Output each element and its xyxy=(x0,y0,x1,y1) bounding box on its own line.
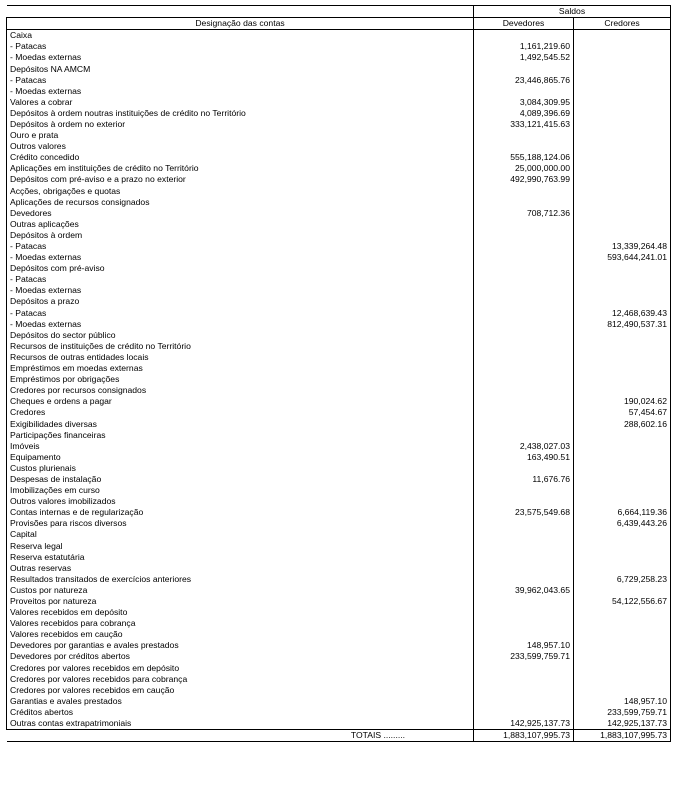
table-row xyxy=(7,474,671,485)
credit-cell xyxy=(574,674,671,685)
account-name-cell: Provisões para riscos diversos xyxy=(7,518,474,529)
debit-cell: 708,712.36 xyxy=(474,208,574,219)
debit-cell xyxy=(474,252,574,263)
credit-cell xyxy=(574,230,671,241)
credit-cell xyxy=(574,341,671,352)
account-name-cell: Imóveis xyxy=(7,441,474,452)
credit-cell: 13,339,264.48 xyxy=(574,241,671,252)
credit-cell xyxy=(574,108,671,119)
account-name-cell: Depósitos do sector público xyxy=(7,330,474,341)
account-name-cell: Reserva legal xyxy=(7,541,474,552)
debit-cell: 11,676.76 xyxy=(474,474,574,485)
debit-cell xyxy=(474,263,574,274)
account-name-cell: Valores recebidos para cobrança xyxy=(7,618,474,629)
debit-cell xyxy=(474,663,574,674)
credit-cell xyxy=(574,563,671,574)
credit-cell xyxy=(574,186,671,197)
account-name-cell: Devedores por créditos abertos xyxy=(7,651,474,662)
account-name-cell: Aplicações de recursos consignados xyxy=(7,197,474,208)
table-row xyxy=(7,274,671,285)
debit-cell xyxy=(474,219,574,230)
credit-cell xyxy=(574,208,671,219)
account-name-cell: Despesas de instalação xyxy=(7,474,474,485)
debit-cell xyxy=(474,374,574,385)
debit-cell: 23,575,549.68 xyxy=(474,507,574,518)
credit-cell xyxy=(574,552,671,563)
debit-cell xyxy=(474,396,574,407)
debit-cell: 23,446,865.76 xyxy=(474,75,574,86)
account-name-cell: Outras contas extrapatrimoniais xyxy=(7,718,474,730)
table-row xyxy=(7,529,671,540)
debit-cell xyxy=(474,696,574,707)
debit-cell xyxy=(474,407,574,418)
table-row xyxy=(7,618,671,629)
credit-cell xyxy=(574,607,671,618)
table-row xyxy=(7,430,671,441)
credit-cell xyxy=(574,663,671,674)
debit-cell xyxy=(474,496,574,507)
table-row xyxy=(7,352,671,363)
debit-cell xyxy=(474,430,574,441)
account-name-cell: Caixa xyxy=(7,30,474,42)
totals-label: TOTAIS ......... xyxy=(7,730,474,742)
account-name-cell: Custos plurienais xyxy=(7,463,474,474)
table-row xyxy=(7,219,671,230)
credit-cell xyxy=(574,363,671,374)
debit-cell xyxy=(474,130,574,141)
credit-cell xyxy=(574,86,671,97)
table-row xyxy=(7,296,671,307)
credit-cell xyxy=(574,152,671,163)
table-row xyxy=(7,663,671,674)
debit-cell xyxy=(474,63,574,74)
table-row xyxy=(7,186,671,197)
table-row xyxy=(7,252,671,263)
account-name-cell: Equipamento xyxy=(7,452,474,463)
account-name-cell: Imobilizações em curso xyxy=(7,485,474,496)
credit-cell xyxy=(574,618,671,629)
table-row xyxy=(7,86,671,97)
credit-cell: 148,957.10 xyxy=(574,696,671,707)
table-row xyxy=(7,230,671,241)
account-name-cell: Outros valores xyxy=(7,141,474,152)
table-row xyxy=(7,208,671,219)
table-row xyxy=(7,152,671,163)
debit-cell xyxy=(474,385,574,396)
debit-cell xyxy=(474,418,574,429)
account-name-cell: Acções, obrigações e quotas xyxy=(7,186,474,197)
debit-cell xyxy=(474,352,574,363)
table-row xyxy=(7,696,671,707)
credit-cell: 593,644,241.01 xyxy=(574,252,671,263)
credit-cell xyxy=(574,529,671,540)
credit-cell: 6,439,443.26 xyxy=(574,518,671,529)
debit-cell xyxy=(474,319,574,330)
credit-cell xyxy=(574,374,671,385)
credit-cell: 812,490,537.31 xyxy=(574,319,671,330)
header-blank-cell xyxy=(7,6,474,18)
table-row xyxy=(7,41,671,52)
table-row xyxy=(7,452,671,463)
credit-cell: 190,024.62 xyxy=(574,396,671,407)
credit-cell xyxy=(574,352,671,363)
debit-cell: 163,490.51 xyxy=(474,452,574,463)
debit-header: Devedores xyxy=(474,18,574,30)
debit-cell: 148,957.10 xyxy=(474,640,574,651)
account-name-cell: Contas internas e de regularização xyxy=(7,507,474,518)
table-row xyxy=(7,308,671,319)
credit-cell xyxy=(574,274,671,285)
totals-row xyxy=(7,730,671,742)
debit-cell xyxy=(474,574,574,585)
table-row xyxy=(7,130,671,141)
credit-cell xyxy=(574,263,671,274)
account-name-cell: Valores a cobrar xyxy=(7,97,474,108)
table-row xyxy=(7,396,671,407)
credit-cell xyxy=(574,485,671,496)
table-row xyxy=(7,518,671,529)
debit-cell: 1,161,219.60 xyxy=(474,41,574,52)
account-name-cell: - Moedas externas xyxy=(7,86,474,97)
credit-cell: 142,925,137.73 xyxy=(574,718,671,730)
table-row xyxy=(7,374,671,385)
credit-cell xyxy=(574,63,671,74)
debit-cell xyxy=(474,618,574,629)
debit-cell xyxy=(474,241,574,252)
table-row xyxy=(7,119,671,130)
account-name-cell: Valores recebidos em caução xyxy=(7,629,474,640)
credit-cell xyxy=(574,430,671,441)
account-name-cell: Outras reservas xyxy=(7,563,474,574)
account-name-cell: Aplicações em instituições de crédito no Território xyxy=(7,163,474,174)
account-name-cell: - Moedas externas xyxy=(7,319,474,330)
account-name-cell: Depósitos a prazo xyxy=(7,296,474,307)
account-name-cell: Capital xyxy=(7,529,474,540)
table-row xyxy=(7,496,671,507)
credit-cell xyxy=(574,474,671,485)
credit-cell xyxy=(574,130,671,141)
account-name-cell: - Patacas xyxy=(7,274,474,285)
table-row xyxy=(7,718,671,730)
account-name-cell: Depósitos com pré-aviso e a prazo no exterior xyxy=(7,174,474,185)
credit-cell xyxy=(574,52,671,63)
credit-cell xyxy=(574,496,671,507)
table-row xyxy=(7,585,671,596)
credit-cell xyxy=(574,30,671,42)
table-row xyxy=(7,30,671,42)
ledger-body xyxy=(7,30,671,730)
debit-cell xyxy=(474,463,574,474)
table-row xyxy=(7,707,671,718)
account-name-cell: - Patacas xyxy=(7,308,474,319)
table-row xyxy=(7,263,671,274)
account-name-cell: Garantias e avales prestados xyxy=(7,696,474,707)
credit-cell xyxy=(574,197,671,208)
credit-cell xyxy=(574,97,671,108)
debit-cell: 2,438,027.03 xyxy=(474,441,574,452)
debit-cell xyxy=(474,341,574,352)
account-name-cell: Devedores xyxy=(7,208,474,219)
header-row xyxy=(7,18,671,30)
credit-cell xyxy=(574,463,671,474)
credit-cell xyxy=(574,651,671,662)
debit-cell xyxy=(474,541,574,552)
debit-cell xyxy=(474,563,574,574)
account-name-cell: Credores por recursos consignados xyxy=(7,385,474,396)
table-row xyxy=(7,97,671,108)
account-name-cell: Ouro e prata xyxy=(7,130,474,141)
credit-cell: 12,468,639.43 xyxy=(574,308,671,319)
account-name-cell: - Patacas xyxy=(7,41,474,52)
account-name-cell: - Patacas xyxy=(7,241,474,252)
account-name-cell: Crédito concedido xyxy=(7,152,474,163)
credit-cell xyxy=(574,585,671,596)
credit-cell xyxy=(574,174,671,185)
account-name-cell: - Patacas xyxy=(7,75,474,86)
debit-cell xyxy=(474,707,574,718)
debit-cell: 142,925,137.73 xyxy=(474,718,574,730)
debit-cell xyxy=(474,596,574,607)
credit-cell xyxy=(574,285,671,296)
debit-cell xyxy=(474,552,574,563)
debit-cell xyxy=(474,186,574,197)
table-row xyxy=(7,674,671,685)
account-name-cell: Empréstimos em moedas externas xyxy=(7,363,474,374)
account-name-cell: Depósitos com pré-aviso xyxy=(7,263,474,274)
table-row xyxy=(7,552,671,563)
credit-cell xyxy=(574,163,671,174)
table-row xyxy=(7,418,671,429)
table-row xyxy=(7,141,671,152)
credit-cell xyxy=(574,441,671,452)
table-row xyxy=(7,441,671,452)
account-name-cell: Depósitos à ordem xyxy=(7,230,474,241)
account-name-cell: Custos por natureza xyxy=(7,585,474,596)
header-group-row xyxy=(7,6,671,18)
balance-table xyxy=(6,5,671,742)
totals-credit: 1,883,107,995.73 xyxy=(574,730,671,742)
debit-cell xyxy=(474,674,574,685)
credit-cell: 233,599,759.71 xyxy=(574,707,671,718)
table-row xyxy=(7,607,671,618)
table-row xyxy=(7,463,671,474)
credit-cell xyxy=(574,385,671,396)
credit-cell xyxy=(574,141,671,152)
debit-cell xyxy=(474,230,574,241)
debit-cell xyxy=(474,529,574,540)
table-row xyxy=(7,341,671,352)
account-name-cell: Reserva estatutária xyxy=(7,552,474,563)
account-name-cell: Depósitos à ordem no exterior xyxy=(7,119,474,130)
credit-cell xyxy=(574,330,671,341)
account-name-cell: - Moedas externas xyxy=(7,252,474,263)
credit-cell xyxy=(574,629,671,640)
table-row xyxy=(7,285,671,296)
table-row xyxy=(7,629,671,640)
table-row xyxy=(7,163,671,174)
credit-cell: 54,122,556.67 xyxy=(574,596,671,607)
credit-header: Credores xyxy=(574,18,671,30)
debit-cell: 39,962,043.65 xyxy=(474,585,574,596)
table-row xyxy=(7,563,671,574)
debit-cell: 3,084,309.95 xyxy=(474,97,574,108)
credit-cell xyxy=(574,119,671,130)
saldos-header: Saldos xyxy=(474,6,671,18)
account-name-header: Designação das contas xyxy=(7,18,474,30)
credit-cell xyxy=(574,296,671,307)
table-row xyxy=(7,485,671,496)
debit-cell xyxy=(474,141,574,152)
account-name-cell: Recursos de outras entidades locais xyxy=(7,352,474,363)
account-name-cell: Exigibilidades diversas xyxy=(7,418,474,429)
table-row xyxy=(7,596,671,607)
debit-cell: 25,000,000.00 xyxy=(474,163,574,174)
table-row xyxy=(7,507,671,518)
account-name-cell: Valores recebidos em depósito xyxy=(7,607,474,618)
debit-cell xyxy=(474,86,574,97)
debit-cell xyxy=(474,285,574,296)
table-row xyxy=(7,407,671,418)
account-name-cell: Resultados transitados de exercícios anteriores xyxy=(7,574,474,585)
debit-cell xyxy=(474,518,574,529)
credit-cell xyxy=(574,541,671,552)
table-row xyxy=(7,63,671,74)
table-row xyxy=(7,385,671,396)
account-name-cell: - Moedas externas xyxy=(7,52,474,63)
table-row xyxy=(7,363,671,374)
table-row xyxy=(7,75,671,86)
credit-cell xyxy=(574,219,671,230)
account-name-cell: Credores por valores recebidos em caução xyxy=(7,685,474,696)
debit-cell: 333,121,415.63 xyxy=(474,119,574,130)
debit-cell xyxy=(474,363,574,374)
credit-cell xyxy=(574,640,671,651)
debit-cell: 492,990,763.99 xyxy=(474,174,574,185)
credit-cell xyxy=(574,41,671,52)
account-name-cell: Outras aplicações xyxy=(7,219,474,230)
table-row xyxy=(7,330,671,341)
debit-cell xyxy=(474,308,574,319)
debit-cell xyxy=(474,485,574,496)
debit-cell xyxy=(474,685,574,696)
account-name-cell: Créditos abertos xyxy=(7,707,474,718)
debit-cell xyxy=(474,274,574,285)
account-name-cell: Proveitos por natureza xyxy=(7,596,474,607)
debit-cell: 1,492,545.52 xyxy=(474,52,574,63)
table-row xyxy=(7,685,671,696)
account-name-cell: Credores xyxy=(7,407,474,418)
account-name-cell: Credores por valores recebidos em depósito xyxy=(7,663,474,674)
table-row xyxy=(7,108,671,119)
account-name-cell: Depósitos NA AMCM xyxy=(7,63,474,74)
totals-debit: 1,883,107,995.73 xyxy=(474,730,574,742)
account-name-cell: Credores por valores recebidos para cobrança xyxy=(7,674,474,685)
debit-cell xyxy=(474,607,574,618)
account-name-cell: Empréstimos por obrigações xyxy=(7,374,474,385)
debit-cell xyxy=(474,30,574,42)
table-row xyxy=(7,541,671,552)
table-row xyxy=(7,174,671,185)
account-name-cell: Participações financeiras xyxy=(7,430,474,441)
table-row xyxy=(7,319,671,330)
account-name-cell: Recursos de instituições de crédito no Território xyxy=(7,341,474,352)
credit-cell: 6,664,119.36 xyxy=(574,507,671,518)
account-name-cell: Cheques e ordens a pagar xyxy=(7,396,474,407)
credit-cell xyxy=(574,75,671,86)
credit-cell xyxy=(574,685,671,696)
credit-cell xyxy=(574,452,671,463)
table-row xyxy=(7,197,671,208)
account-name-cell: Devedores por garantias e avales prestados xyxy=(7,640,474,651)
table-row xyxy=(7,52,671,63)
debit-cell: 4,089,396.69 xyxy=(474,108,574,119)
table-row xyxy=(7,241,671,252)
credit-cell: 6,729,258.23 xyxy=(574,574,671,585)
account-name-cell: - Moedas externas xyxy=(7,285,474,296)
credit-cell: 288,602.16 xyxy=(574,418,671,429)
debit-cell xyxy=(474,330,574,341)
table-row xyxy=(7,640,671,651)
account-name-cell: Outros valores imobilizados xyxy=(7,496,474,507)
debit-cell xyxy=(474,197,574,208)
debit-cell xyxy=(474,296,574,307)
table-row xyxy=(7,574,671,585)
debit-cell: 555,188,124.06 xyxy=(474,152,574,163)
debit-cell: 233,599,759.71 xyxy=(474,651,574,662)
debit-cell xyxy=(474,629,574,640)
table-row xyxy=(7,651,671,662)
account-name-cell: Depósitos à ordem noutras instituições de crédito no Território xyxy=(7,108,474,119)
credit-cell: 57,454.67 xyxy=(574,407,671,418)
